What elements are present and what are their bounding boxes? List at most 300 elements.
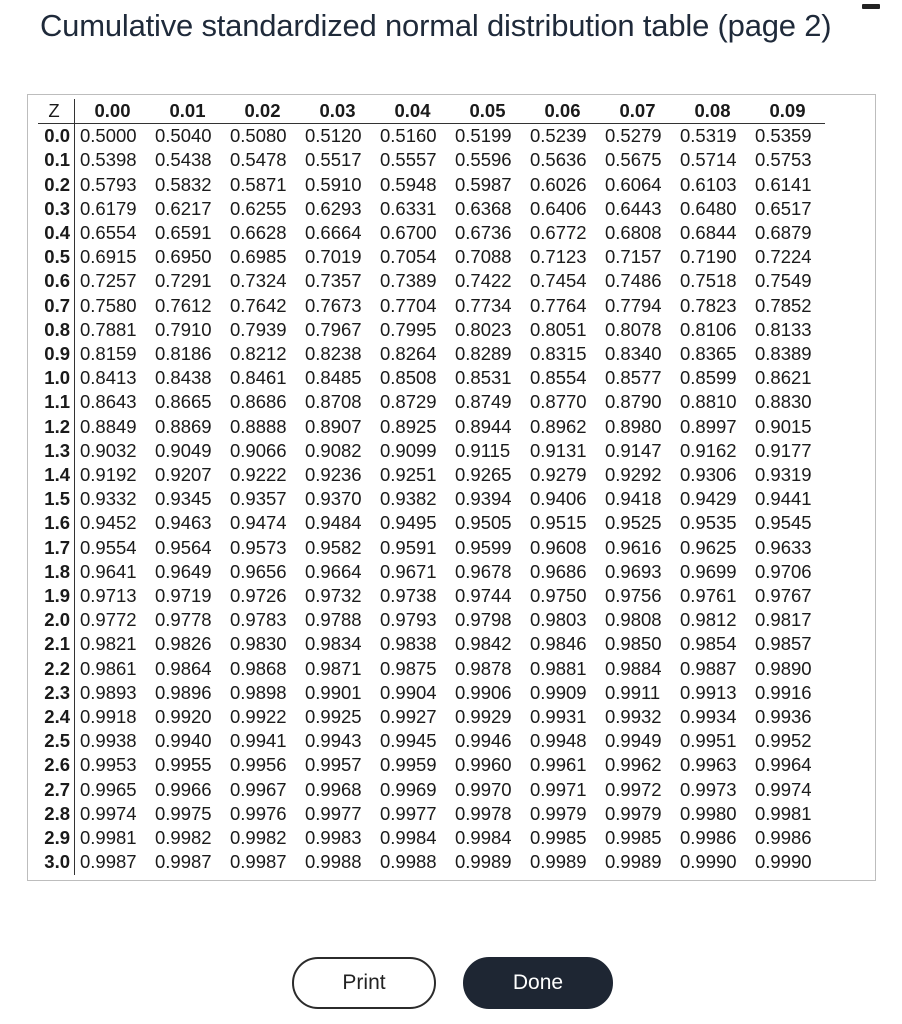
table-row xyxy=(38,197,825,221)
table-cell: 0.9686 xyxy=(530,560,587,582)
table-cell: 0.5000 xyxy=(80,125,137,147)
table-cell: 0.6591 xyxy=(155,222,212,244)
table-cell: 0.9525 xyxy=(605,512,662,534)
table-cell: 0.9987 xyxy=(80,851,137,873)
table-cell: 0.9931 xyxy=(530,706,587,728)
table-cell: 0.9966 xyxy=(155,778,212,800)
table-cell: 0.5398 xyxy=(80,149,137,171)
column-header: 0.06 xyxy=(525,99,600,124)
table-cell: 0.7257 xyxy=(80,270,137,292)
table-cell: 0.9963 xyxy=(680,754,737,776)
table-cell: 0.9948 xyxy=(530,730,587,752)
table-cell: 0.9812 xyxy=(680,609,737,631)
table-cell: 0.7967 xyxy=(305,318,362,340)
row-z-value: 1.5 xyxy=(38,487,75,511)
column-header: 0.02 xyxy=(225,99,300,124)
table-cell: 0.8962 xyxy=(530,415,587,437)
table-cell: 0.6103 xyxy=(680,173,737,195)
table-cell: 0.8665 xyxy=(155,391,212,413)
table-cell: 0.9946 xyxy=(455,730,512,752)
table-cell: 0.9756 xyxy=(605,585,662,607)
table-cell: 0.9515 xyxy=(530,512,587,534)
table-row xyxy=(38,536,825,560)
table-cell: 0.8023 xyxy=(455,318,512,340)
table-cell: 0.9798 xyxy=(455,609,512,631)
table-cell: 0.9961 xyxy=(530,754,587,776)
table-cell: 0.9192 xyxy=(80,464,137,486)
row-z-value: 3.0 xyxy=(38,850,75,874)
table-cell: 0.9953 xyxy=(80,754,137,776)
table-cell: 0.8159 xyxy=(80,343,137,365)
table-cell: 0.9959 xyxy=(380,754,437,776)
table-cell: 0.9788 xyxy=(305,609,362,631)
row-z-value: 1.2 xyxy=(38,415,75,439)
table-cell: 0.9649 xyxy=(155,560,212,582)
row-z-value: 1.6 xyxy=(38,511,75,535)
table-cell: 0.8289 xyxy=(455,343,512,365)
table-cell: 0.9834 xyxy=(305,633,362,655)
row-z-value: 2.6 xyxy=(38,753,75,777)
table-cell: 0.6406 xyxy=(530,197,587,219)
table-cell: 0.9987 xyxy=(230,851,287,873)
table-cell: 0.9744 xyxy=(455,585,512,607)
table-cell: 0.9934 xyxy=(680,706,737,728)
table-cell: 0.7704 xyxy=(380,294,437,316)
table-cell: 0.9976 xyxy=(230,802,287,824)
table-cell: 0.9418 xyxy=(605,488,662,510)
table-cell: 0.9582 xyxy=(305,536,362,558)
table-cell: 0.8238 xyxy=(305,343,362,365)
table-cell: 0.9913 xyxy=(680,681,737,703)
table-cell: 0.9726 xyxy=(230,585,287,607)
table-row xyxy=(38,778,825,802)
table-body xyxy=(38,124,825,875)
table-cell: 0.9738 xyxy=(380,585,437,607)
table-cell: 0.8554 xyxy=(530,367,587,389)
table-cell: 0.7190 xyxy=(680,246,737,268)
table-cell: 0.9957 xyxy=(305,754,362,776)
table-cell: 0.8621 xyxy=(755,367,812,389)
table-cell: 0.9826 xyxy=(155,633,212,655)
row-z-value: 2.4 xyxy=(38,705,75,729)
table-cell: 0.7642 xyxy=(230,294,287,316)
table-cell: 0.9920 xyxy=(155,706,212,728)
table-cell: 0.7764 xyxy=(530,294,587,316)
table-cell: 0.9980 xyxy=(680,802,737,824)
table-cell: 0.9977 xyxy=(305,802,362,824)
table-cell: 0.9979 xyxy=(605,802,662,824)
table-cell: 0.5438 xyxy=(155,149,212,171)
table-cell: 0.5948 xyxy=(380,173,437,195)
table-cell: 0.9884 xyxy=(605,657,662,679)
column-header: 0.01 xyxy=(150,99,225,124)
row-z-value: 1.4 xyxy=(38,463,75,487)
row-z-value: 0.4 xyxy=(38,221,75,245)
table-cell: 0.9857 xyxy=(755,633,812,655)
table-cell: 0.8907 xyxy=(305,415,362,437)
table-cell: 0.9345 xyxy=(155,488,212,510)
table-cell: 0.9131 xyxy=(530,439,587,461)
table-row xyxy=(38,439,825,463)
table-cell: 0.9929 xyxy=(455,706,512,728)
table-cell: 0.8438 xyxy=(155,367,212,389)
table-cell: 0.9761 xyxy=(680,585,737,607)
table-cell: 0.7157 xyxy=(605,246,662,268)
table-cell: 0.8186 xyxy=(155,343,212,365)
table-row xyxy=(38,269,825,293)
table-cell: 0.9830 xyxy=(230,633,287,655)
table-cell: 0.9973 xyxy=(680,778,737,800)
table-cell: 0.7518 xyxy=(680,270,737,292)
table-cell: 0.8051 xyxy=(530,318,587,340)
table-cell: 0.6554 xyxy=(80,222,137,244)
table-cell: 0.7794 xyxy=(605,294,662,316)
table-cell: 0.9981 xyxy=(80,827,137,849)
table-cell: 0.9495 xyxy=(380,512,437,534)
table-cell: 0.6255 xyxy=(230,197,287,219)
table-cell: 0.9817 xyxy=(755,609,812,631)
table-cell: 0.9678 xyxy=(455,560,512,582)
table-cell: 0.9099 xyxy=(380,439,437,461)
table-cell: 0.9306 xyxy=(680,464,737,486)
table-cell: 0.7486 xyxy=(605,270,662,292)
table-cell: 0.9936 xyxy=(755,706,812,728)
row-z-value: 2.3 xyxy=(38,681,75,705)
table-cell: 0.9772 xyxy=(80,609,137,631)
page-title: Cumulative standardized normal distribution table (page 2) xyxy=(40,8,832,43)
table-cell: 0.9452 xyxy=(80,512,137,534)
row-z-value: 1.0 xyxy=(38,366,75,390)
table-cell: 0.9162 xyxy=(680,439,737,461)
table-cell: 0.9625 xyxy=(680,536,737,558)
table-cell: 0.5279 xyxy=(605,125,662,147)
table-cell: 0.7823 xyxy=(680,294,737,316)
table-row xyxy=(38,681,825,705)
table-cell: 0.9962 xyxy=(605,754,662,776)
table-cell: 0.5319 xyxy=(680,125,737,147)
table-cell: 0.5636 xyxy=(530,149,587,171)
row-z-value: 2.8 xyxy=(38,802,75,826)
table-cell: 0.8133 xyxy=(755,318,812,340)
table-cell: 0.9664 xyxy=(305,560,362,582)
table-cell: 0.9505 xyxy=(455,512,512,534)
table-cell: 0.9750 xyxy=(530,585,587,607)
table-cell: 0.9616 xyxy=(605,536,662,558)
table-cell: 0.9982 xyxy=(155,827,212,849)
table-header-row xyxy=(38,99,825,124)
table-cell: 0.9406 xyxy=(530,488,587,510)
row-z-value: 1.9 xyxy=(38,584,75,608)
table-row xyxy=(38,560,825,584)
row-z-value: 2.1 xyxy=(38,632,75,656)
table-cell: 0.9945 xyxy=(380,730,437,752)
table-row xyxy=(38,487,825,511)
table-cell: 0.6517 xyxy=(755,197,812,219)
table-cell: 0.9463 xyxy=(155,512,212,534)
table-cell: 0.5910 xyxy=(305,173,362,195)
minimize-icon[interactable] xyxy=(862,4,880,9)
table-cell: 0.6879 xyxy=(755,222,812,244)
table-cell: 0.9656 xyxy=(230,560,287,582)
table-cell: 0.9990 xyxy=(680,851,737,873)
table-cell: 0.9115 xyxy=(455,439,511,461)
table-cell: 0.9429 xyxy=(680,488,737,510)
row-z-value: 1.3 xyxy=(38,439,75,463)
row-z-value: 0.5 xyxy=(38,245,75,269)
table-cell: 0.9222 xyxy=(230,464,287,486)
table-cell: 0.9871 xyxy=(305,657,362,679)
table-cell: 0.9990 xyxy=(755,851,812,873)
table-cell: 0.7357 xyxy=(305,270,362,292)
table-cell: 0.9969 xyxy=(380,778,437,800)
table-cell: 0.6293 xyxy=(305,197,362,219)
table-cell: 0.5517 xyxy=(305,149,362,171)
table-cell: 0.8980 xyxy=(605,415,662,437)
table-cell: 0.9357 xyxy=(230,488,287,510)
table-cell: 0.9838 xyxy=(380,633,437,655)
table-cell: 0.6808 xyxy=(605,222,662,244)
table-cell: 0.7939 xyxy=(230,318,287,340)
table-cell: 0.9984 xyxy=(455,827,512,849)
row-z-value: 2.2 xyxy=(38,657,75,681)
table-cell: 0.9599 xyxy=(455,536,512,558)
table-cell: 0.7324 xyxy=(230,270,287,292)
row-z-value: 0.1 xyxy=(38,148,75,172)
table-cell: 0.9441 xyxy=(755,488,812,510)
table-cell: 0.9909 xyxy=(530,681,587,703)
table-cell: 0.8790 xyxy=(605,391,662,413)
table-cell: 0.9890 xyxy=(755,657,812,679)
table-cell: 0.8830 xyxy=(755,391,812,413)
table-cell: 0.9868 xyxy=(230,657,287,679)
table-cell: 0.9983 xyxy=(305,827,362,849)
table-cell: 0.9846 xyxy=(530,633,587,655)
table-cell: 0.6443 xyxy=(605,197,662,219)
table-cell: 0.9988 xyxy=(305,851,362,873)
table-cell: 0.5832 xyxy=(155,173,212,195)
table-row xyxy=(38,657,825,681)
table-cell: 0.9911 xyxy=(605,681,661,703)
table-cell: 0.9965 xyxy=(80,778,137,800)
table-cell: 0.9066 xyxy=(230,439,287,461)
table-row xyxy=(38,753,825,777)
table-cell: 0.9951 xyxy=(680,730,737,752)
table-row xyxy=(38,608,825,632)
table-cell: 0.5557 xyxy=(380,149,437,171)
table-cell: 0.7054 xyxy=(380,246,437,268)
table-cell: 0.9970 xyxy=(455,778,512,800)
table-cell: 0.9049 xyxy=(155,439,212,461)
table-cell: 0.9878 xyxy=(455,657,512,679)
table-cell: 0.9971 xyxy=(530,778,587,800)
table-cell: 0.9927 xyxy=(380,706,437,728)
table-cell: 0.5987 xyxy=(455,173,512,195)
z-table xyxy=(38,99,825,875)
table-cell: 0.9975 xyxy=(155,802,212,824)
table-cell: 0.8508 xyxy=(380,367,437,389)
table-cell: 0.7019 xyxy=(305,246,362,268)
table-cell: 0.8869 xyxy=(155,415,212,437)
table-cell: 0.9955 xyxy=(155,754,212,776)
table-cell: 0.9967 xyxy=(230,778,287,800)
table-cell: 0.9719 xyxy=(155,585,212,607)
done-button[interactable]: Done xyxy=(463,957,613,1009)
table-cell: 0.9732 xyxy=(305,585,362,607)
row-z-value: 1.8 xyxy=(38,560,75,584)
table-cell: 0.9864 xyxy=(155,657,212,679)
table-row xyxy=(38,245,825,269)
table-row xyxy=(38,584,825,608)
table-cell: 0.6772 xyxy=(530,222,587,244)
row-z-value: 0.8 xyxy=(38,318,75,342)
table-cell: 0.9974 xyxy=(755,778,812,800)
table-cell: 0.9554 xyxy=(80,536,137,558)
table-cell: 0.8997 xyxy=(680,415,737,437)
row-z-value: 0.7 xyxy=(38,294,75,318)
table-cell: 0.9177 xyxy=(755,439,812,461)
table-cell: 0.8485 xyxy=(305,367,362,389)
table-cell: 0.9032 xyxy=(80,439,137,461)
table-cell: 0.9545 xyxy=(755,512,812,534)
table-cell: 0.8340 xyxy=(605,343,662,365)
print-button[interactable]: Print xyxy=(292,957,436,1009)
table-row xyxy=(38,826,825,850)
table-cell: 0.8531 xyxy=(455,367,512,389)
table-cell: 0.8315 xyxy=(530,343,587,365)
table-cell: 0.7580 xyxy=(80,294,137,316)
table-cell: 0.5871 xyxy=(230,173,287,195)
table-cell: 0.9985 xyxy=(605,827,662,849)
table-cell: 0.9292 xyxy=(605,464,662,486)
table-cell: 0.6331 xyxy=(380,197,437,219)
row-z-value: 0.2 xyxy=(38,173,75,197)
table-row xyxy=(38,850,825,874)
table-cell: 0.5160 xyxy=(380,125,437,147)
table-cell: 0.9875 xyxy=(380,657,437,679)
table-cell: 0.5675 xyxy=(605,149,662,171)
table-cell: 0.7734 xyxy=(455,294,512,316)
column-header: 0.08 xyxy=(675,99,750,124)
column-header: 0.00 xyxy=(75,99,151,124)
table-cell: 0.9535 xyxy=(680,512,737,534)
table-cell: 0.7995 xyxy=(380,318,437,340)
table-cell: 0.9925 xyxy=(305,706,362,728)
table-cell: 0.9484 xyxy=(305,512,362,534)
table-cell: 0.9979 xyxy=(530,802,587,824)
table-cell: 0.6368 xyxy=(455,197,512,219)
table-cell: 0.9641 xyxy=(80,560,137,582)
table-cell: 0.8264 xyxy=(380,343,437,365)
table-cell: 0.9940 xyxy=(155,730,212,752)
table-cell: 0.7123 xyxy=(530,246,587,268)
row-z-value: 1.7 xyxy=(38,536,75,560)
table-cell: 0.8810 xyxy=(680,391,737,413)
row-z-value: 2.5 xyxy=(38,729,75,753)
table-cell: 0.6915 xyxy=(80,246,137,268)
table-cell: 0.9713 xyxy=(80,585,137,607)
table-cell: 0.9608 xyxy=(530,536,587,558)
table-cell: 0.6628 xyxy=(230,222,287,244)
table-cell: 0.8413 xyxy=(80,367,137,389)
table-cell: 0.8849 xyxy=(80,415,137,437)
table-cell: 0.7673 xyxy=(305,294,362,316)
table-cell: 0.8708 xyxy=(305,391,362,413)
row-z-value: 0.0 xyxy=(38,124,75,149)
table-cell: 0.6736 xyxy=(455,222,512,244)
table-cell: 0.6064 xyxy=(605,173,662,195)
table-cell: 0.9671 xyxy=(380,560,437,582)
table-row xyxy=(38,415,825,439)
table-cell: 0.9319 xyxy=(755,464,812,486)
table-cell: 0.7291 xyxy=(155,270,212,292)
table-cell: 0.9573 xyxy=(230,536,287,558)
table-cell: 0.9783 xyxy=(230,609,287,631)
table-cell: 0.9147 xyxy=(605,439,662,461)
row-z-value: 0.9 xyxy=(38,342,75,366)
table-row xyxy=(38,729,825,753)
table-cell: 0.9943 xyxy=(305,730,362,752)
table-cell: 0.9778 xyxy=(155,609,212,631)
table-cell: 0.9972 xyxy=(605,778,662,800)
table-cell: 0.7852 xyxy=(755,294,812,316)
table-cell: 0.8078 xyxy=(605,318,662,340)
table-cell: 0.9808 xyxy=(605,609,662,631)
table-cell: 0.9904 xyxy=(380,681,437,703)
row-z-value: 2.0 xyxy=(38,608,75,632)
table-cell: 0.9082 xyxy=(305,439,362,461)
row-z-value: 0.6 xyxy=(38,269,75,293)
table-cell: 0.5478 xyxy=(230,149,287,171)
table-cell: 0.9989 xyxy=(530,851,587,873)
table-cell: 0.9974 xyxy=(80,802,137,824)
table-cell: 0.9984 xyxy=(380,827,437,849)
table-cell: 0.9821 xyxy=(80,633,137,655)
table-cell: 0.5120 xyxy=(305,125,362,147)
table-cell: 0.6664 xyxy=(305,222,362,244)
table-cell: 0.9767 xyxy=(755,585,812,607)
table-cell: 0.9279 xyxy=(530,464,587,486)
table-cell: 0.6950 xyxy=(155,246,212,268)
table-cell: 0.9850 xyxy=(605,633,662,655)
table-cell: 0.8925 xyxy=(380,415,437,437)
table-cell: 0.6141 xyxy=(755,173,812,195)
table-cell: 0.9251 xyxy=(380,464,437,486)
table-cell: 0.9881 xyxy=(530,657,587,679)
table-cell: 0.8686 xyxy=(230,391,287,413)
table-cell: 0.5793 xyxy=(80,173,137,195)
table-cell: 0.5596 xyxy=(455,149,512,171)
row-z-value: 1.1 xyxy=(38,390,75,414)
table-cell: 0.9941 xyxy=(230,730,287,752)
table-cell: 0.9977 xyxy=(380,802,437,824)
table-row xyxy=(38,173,825,197)
table-cell: 0.5359 xyxy=(755,125,812,147)
table-cell: 0.9985 xyxy=(530,827,587,849)
table-cell: 0.8749 xyxy=(455,391,512,413)
table-cell: 0.9854 xyxy=(680,633,737,655)
table-cell: 0.9938 xyxy=(80,730,137,752)
table-row xyxy=(38,705,825,729)
table-cell: 0.5239 xyxy=(530,125,587,147)
table-cell: 0.9906 xyxy=(455,681,512,703)
table-cell: 0.9981 xyxy=(755,802,812,824)
table-cell: 0.9989 xyxy=(455,851,512,873)
table-cell: 0.9887 xyxy=(680,657,737,679)
table-cell: 0.9956 xyxy=(230,754,287,776)
table-cell: 0.8577 xyxy=(605,367,662,389)
table-cell: 0.7549 xyxy=(755,270,812,292)
table-cell: 0.9474 xyxy=(230,512,287,534)
